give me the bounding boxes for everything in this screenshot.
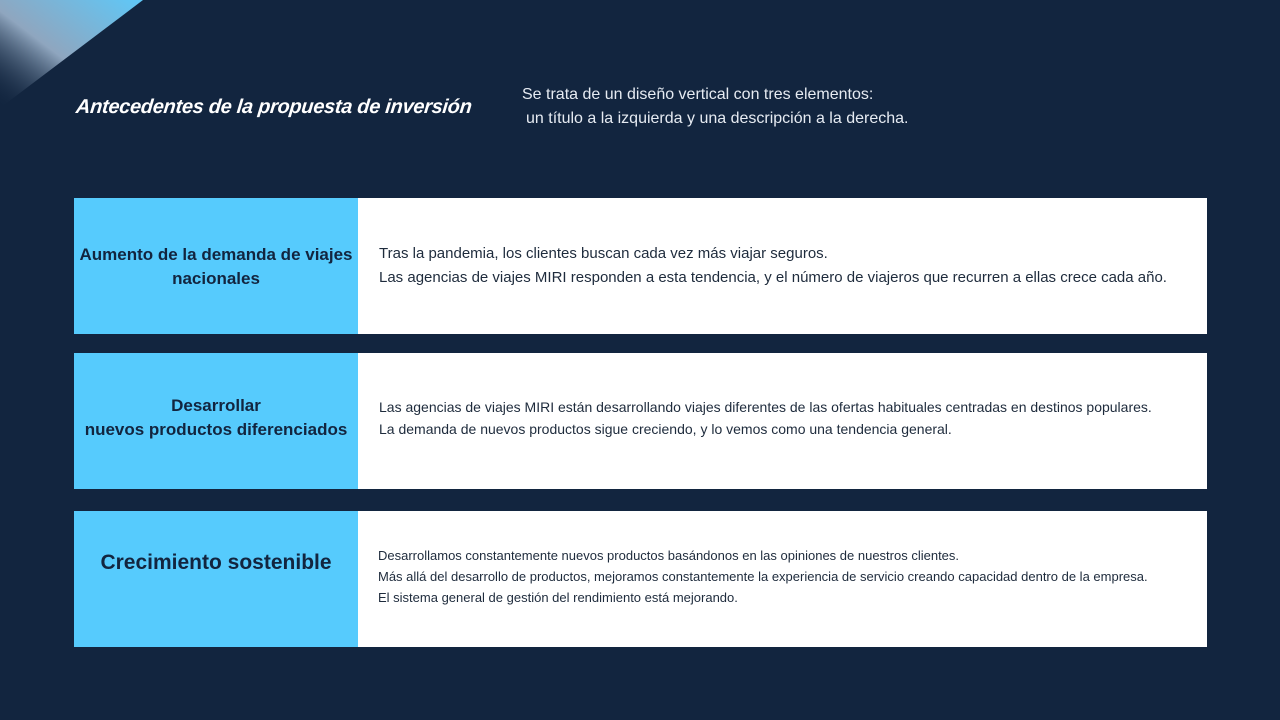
card-label-line: Aumento de la demanda de viajes xyxy=(79,245,353,264)
card-description-line: Tras la pandemia, los clientes buscan cada vez más viajar seguros. xyxy=(379,245,828,262)
card-new-products xyxy=(74,353,1207,489)
card-label xyxy=(74,511,358,647)
card-label xyxy=(74,353,358,489)
card-label-line: nacionales xyxy=(172,269,260,288)
card-description xyxy=(358,353,1207,489)
card-domestic-travel-demand xyxy=(74,198,1207,334)
card-label-line: nuevos productos diferenciados xyxy=(84,420,348,439)
card-label xyxy=(74,198,358,334)
card-description-line: La demanda de nuevos productos sigue creciendo, y lo vemos como una tendencia general. xyxy=(379,421,952,437)
card-description-line: Desarrollamos constantemente nuevos productos basándonos en las opiniones de nuestros clientes. xyxy=(378,547,960,563)
card-description-line: Más allá del desarrollo de productos, mejoramos constantemente la experiencia de servicio creando capacidad dentro de la empresa. xyxy=(378,568,1148,584)
subtitle-line: Se trata de un diseño vertical con tres elementos: xyxy=(522,86,874,103)
card-description-line: El sistema general de gestión del rendimiento está mejorando. xyxy=(378,589,738,605)
card-description xyxy=(358,198,1207,334)
card-description-line: Las agencias de viajes MIRI están desarrollando viajes diferentes de las ofertas habituales centradas en destinos populares. xyxy=(379,399,1152,415)
card-sustainable-growth xyxy=(74,511,1207,647)
card-description-line: Las agencias de viajes MIRI responden a esta tendencia, y el número de viajeros que recurren a ellas crece cada año. xyxy=(379,269,1167,286)
corner-accent-decoration xyxy=(0,0,145,110)
slide-title: Antecedentes de la propuesta de inversión xyxy=(74,96,473,118)
card-label-line: Crecimiento sostenible xyxy=(100,551,332,574)
card-description xyxy=(358,511,1207,647)
slide-subtitle xyxy=(522,83,908,131)
subtitle-line: un título a la izquierda y una descripción a la derecha. xyxy=(526,110,909,127)
card-label-line: Desarrollar xyxy=(171,396,261,415)
